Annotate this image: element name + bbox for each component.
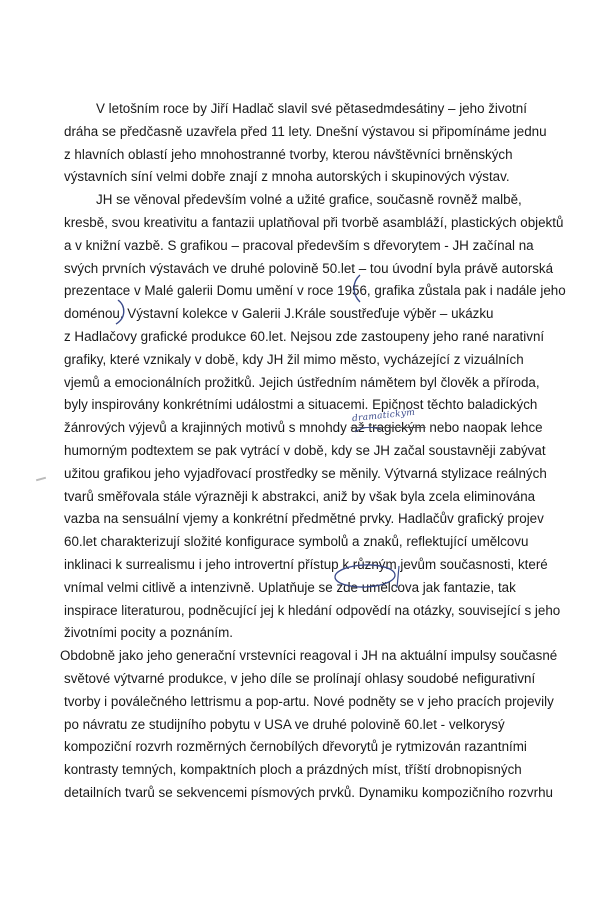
text-line: vjemů a emocionálních prožitků. Jejich ústředním námětem byl člověk a příroda, [64,374,540,390]
struck-text: až tragickým [350,420,426,436]
text-line: svých prvních výstavách ve druhé polovině 50.let – tou úvodní byla právě autorská [64,260,554,276]
text-line: a v knižní vazbě. S grafikou – pracoval především s dřevorytem - JH začínal na [64,237,534,253]
text-line: grafiky, které vznikaly v době, kdy JH žil mimo město, vycházející z vizuálních [64,351,524,367]
text-line: užitou grafikou jeho vyjadřovací prostředky se měnily. Výtvarná stylizace reálných [64,465,547,481]
text-line-circled [64,577,560,600]
text-line: vazba na sensuální vjemy a konkrétní předmětné prvky. Hadlačův grafický projev [64,511,544,527]
circled-word: umělcova [361,579,420,595]
pencil-mark [36,477,46,482]
text-line: 60.let charakterizují složité konfigurace symbolů a znaků, reflektující umělcovu [64,534,529,550]
text-segment: nebo naopak lehce [425,420,543,436]
text-line-corrected [64,407,560,440]
text-line: kontrasty temných, kompaktních ploch a prázdných míst, tříští drobnopisných [64,762,522,778]
text-line: JH se věnoval především volné a užité grafice, současně rovněž malbě, [96,192,522,208]
text-line: inspirace literaturou, podněcující jej k hledání odpovědí na otázky, související s jeho [64,602,561,618]
handwritten-correction: dramatickým [351,407,416,425]
text-line: inklinaci k surrealismu i jeho introvertní přístup k různým jevům současnosti, které [64,556,548,572]
text-line: prezentace v Malé galerii Domu umění v roce 1956, grafika zůstala pak i nadále jeho [64,283,566,299]
text-line: V letošním roce by Jiří Hadlač slavil své pětasedmdesátiny – jeho životní [96,101,527,116]
text-segment: jak fantazie, tak [419,579,516,595]
document-body [60,98,566,805]
text-line: humorným podtextem se pak vytrácí v době, kdy se JH začal soustavněji zabývat [64,442,546,458]
text-line: kompoziční rozvrh rozměrných černobílých dřevorytů je rytmizován razantními [64,739,527,755]
text-line: doménou. Výstavní kolekce v Galerii J.Krále soustřeďuje výběr – ukázku [64,306,494,322]
text-line: po návratu ze studijního pobytu v USA ve druhé polovině 60.let - velkorysý [64,716,505,732]
text-line: Obdobně jako jeho generační vrstevníci reagoval i JH na aktuální impulsy současné [60,648,558,664]
text-line: tvorby i poválečného lettrismu a pop-artu. Nové podněty se v jeho pracích projevily [64,693,554,709]
text-line: životními pocity a poznáním. [64,625,233,641]
text-line: detailních tvarů se sekvencemi písmových prvků. Dynamiku kompozičního rozvrhu [64,784,553,800]
text-segment: vnímal velmi citlivě a intenzivně. Uplatňuje se zde [64,579,358,595]
text-line: tvarů směřovala stále výrazněji k abstrakci, aniž by však byla zcela eliminována [64,488,536,504]
text-line: dráha se předčasně uzavřela před 11 lety. Dnešní výstavou si připomínáme jednu [64,123,547,139]
text-line: byly inspirovány konkrétními událostmi a situacemi. Epičnost těchto baladických [64,397,538,413]
text-line: výstavních síní velmi dobře znají z mnoha autorských i skupinových výstav. [64,169,510,185]
text-line: z hlavních oblastí jeho mnohostranné tvorby, kterou návštěvníci brněnských [64,146,513,162]
text-line: kresbě, svou kreativitu a fantazii uplatňoval při tvorbě asambláží, plastických objektů [64,214,564,230]
text-line: z Hadlačovy grafické produkce 60.let. Nejsou zde zastoupeny jeho rané narativní [64,328,545,344]
text-segment: žánrových výjevů a krajinných motivů s mnohdy [64,420,347,436]
text-line: světové výtvarné produkce, v jeho díle se prolínají ohlasy soudobé nefigurativní [64,670,536,686]
